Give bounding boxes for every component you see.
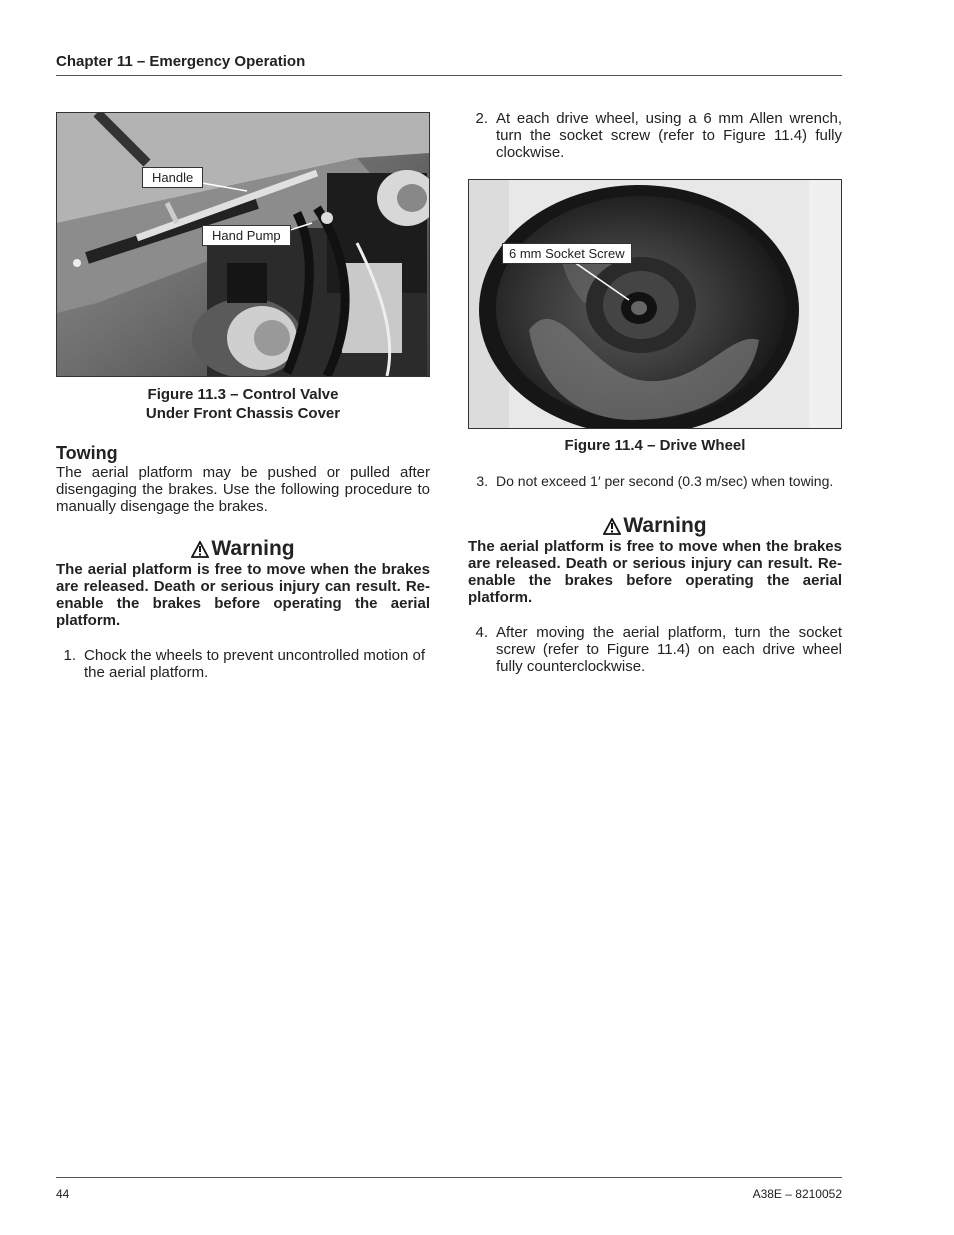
figure-11-3-photo bbox=[56, 112, 430, 377]
step-number: 3. bbox=[476, 473, 488, 489]
callout-socket-screw: 6 mm Socket Screw bbox=[502, 243, 632, 264]
step-number: 4. bbox=[475, 624, 488, 641]
page-number: 44 bbox=[56, 1187, 70, 1201]
step-text: At each drive wheel, using a 6 mm Allen wrench, turn the socket screw (refer to Figure 11.4) fully clockwise. bbox=[496, 110, 842, 161]
towing-heading: Towing bbox=[56, 443, 118, 463]
left-column bbox=[56, 112, 430, 681]
warning-title-text: Warning bbox=[623, 514, 707, 537]
warning-triangle-icon bbox=[603, 518, 621, 535]
caption-line-1: Figure 11.3 – Control Valve bbox=[147, 386, 339, 403]
callout-hand-pump: Hand Pump bbox=[202, 225, 291, 246]
caption-line-2: Under Front Chassis Cover bbox=[145, 405, 341, 422]
warning-title-text: Warning bbox=[211, 537, 295, 560]
step-number: 1. bbox=[63, 647, 76, 664]
callout-handle: Handle bbox=[142, 167, 203, 188]
warning-title-left bbox=[56, 537, 430, 561]
warning-text-left: The aerial platform is free to move when the brakes are released. Death or serious injury can result. Re-enable the brakes before operating the aerial platform. bbox=[56, 561, 430, 629]
step-text: Do not exceed 1′ per second (0.3 m/sec) when towing. bbox=[496, 473, 834, 489]
document-id: A38E – 8210052 bbox=[752, 1187, 842, 1201]
figure-11-3-caption bbox=[56, 385, 430, 423]
step-2 bbox=[468, 110, 842, 161]
page-header bbox=[56, 53, 842, 76]
step-text: After moving the aerial platform, turn the socket screw (refer to Figure 11.4) on each drive wheel fully counterclockwise. bbox=[496, 624, 842, 675]
right-column bbox=[468, 110, 842, 675]
step-number: 2. bbox=[475, 110, 488, 127]
warning-triangle-icon bbox=[191, 541, 209, 558]
chapter-title: Chapter 11 – Emergency Operation bbox=[56, 53, 306, 70]
step-3 bbox=[468, 473, 842, 490]
drive-wheel-photo-icon bbox=[469, 180, 841, 428]
step-text: Chock the wheels to prevent uncontrolled motion of the aerial platform. bbox=[84, 647, 426, 681]
figure-11-4-caption: Figure 11.4 – Drive Wheel bbox=[564, 437, 746, 454]
step-4 bbox=[468, 624, 842, 675]
page-footer bbox=[56, 1177, 842, 1201]
figure-11-4-photo bbox=[468, 179, 842, 429]
towing-intro: The aerial platform may be pushed or pulled after disengaging the brakes. Use the following procedure to manually disengage the brakes. bbox=[56, 464, 430, 515]
warning-text-right: The aerial platform is free to move when the brakes are released. Death or serious injury can result. Re-enable the brakes before operating the aerial platform. bbox=[468, 538, 842, 606]
step-1 bbox=[56, 647, 430, 681]
warning-title-right bbox=[468, 514, 842, 538]
